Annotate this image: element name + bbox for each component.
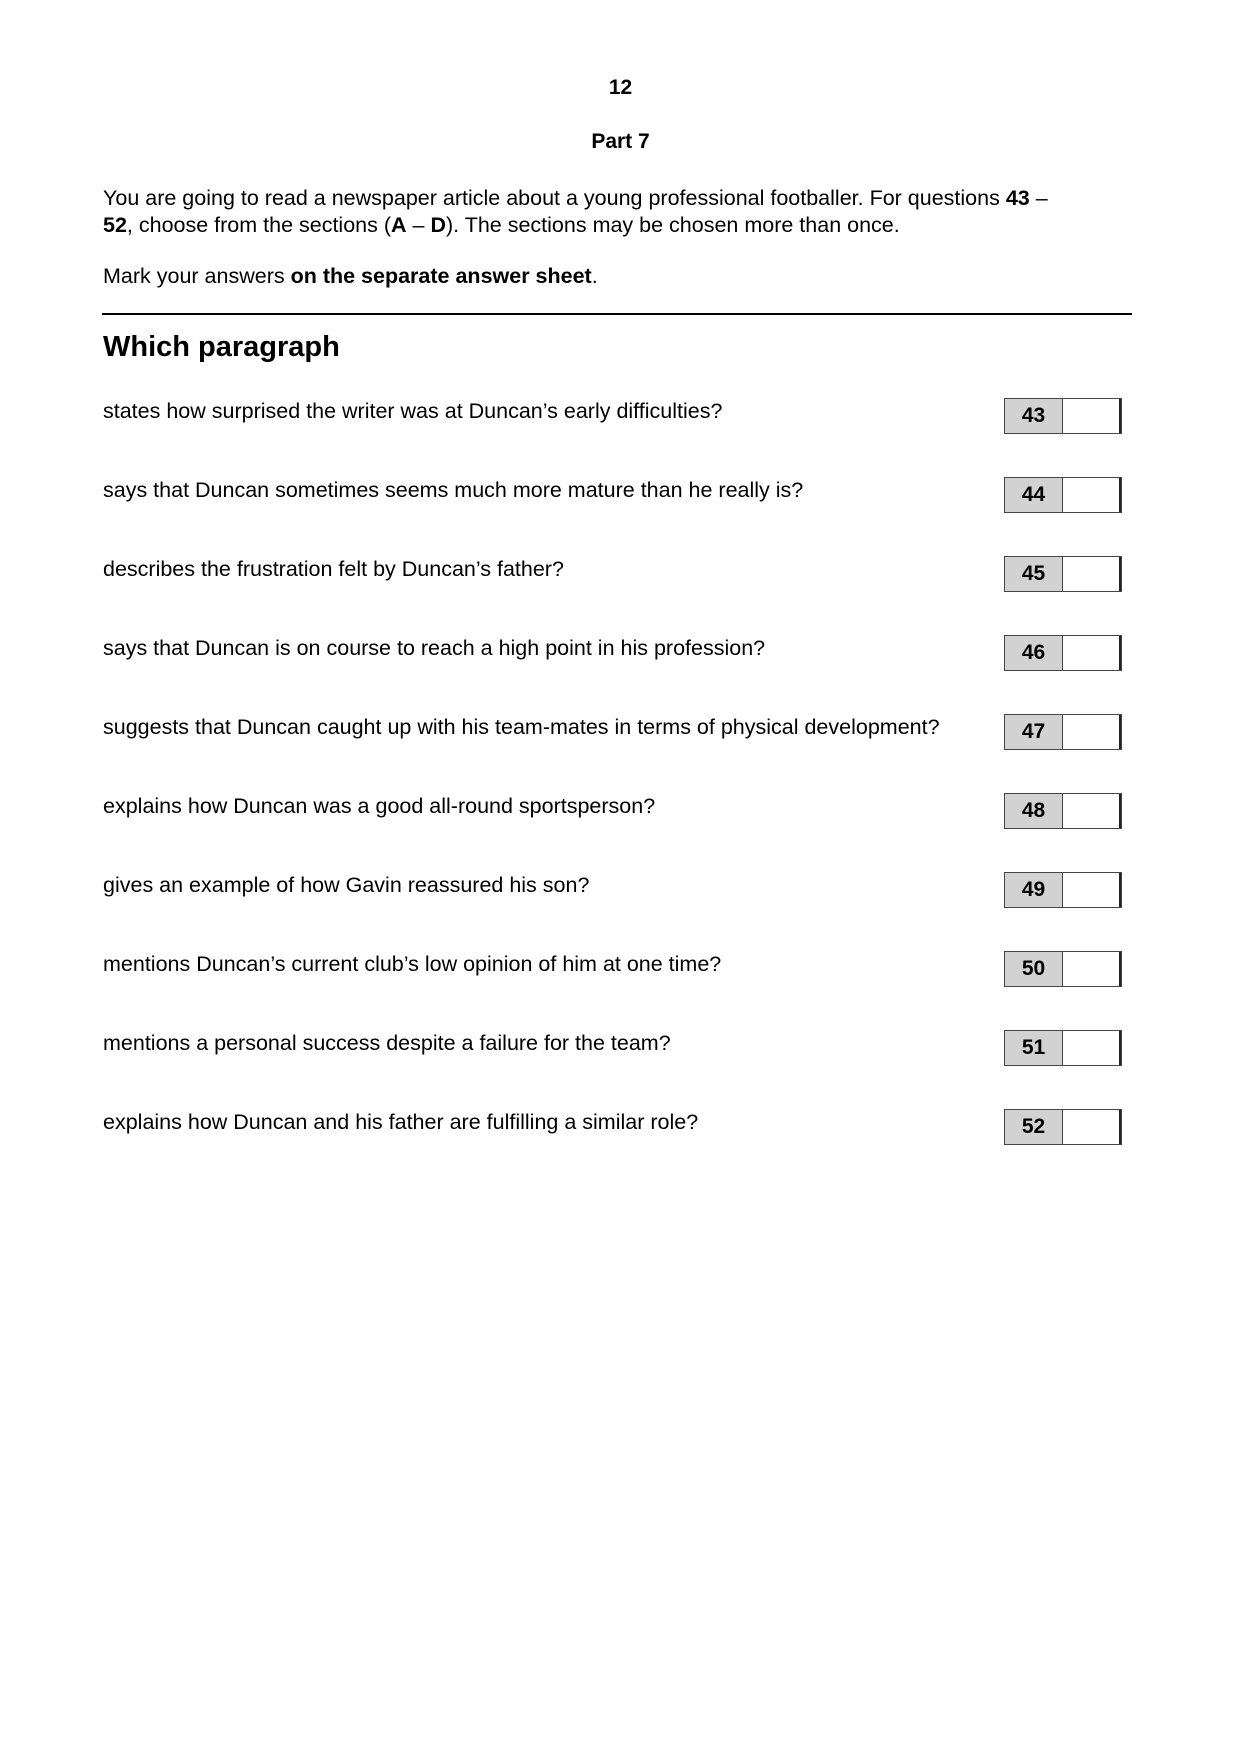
question-range-start: 43 <box>1005 186 1030 210</box>
question-number: 52 <box>1005 1110 1063 1144</box>
divider <box>102 313 1132 315</box>
question-text: says that Duncan sometimes seems much more mature than he really is? <box>103 478 804 502</box>
section-a: A <box>391 213 407 237</box>
question-text: suggests that Duncan caught up with his team-mates in terms of physical development? <box>103 715 940 739</box>
question-text: says that Duncan is on course to reach a high point in his profession? <box>103 636 766 660</box>
answer-box <box>1004 714 1122 750</box>
page-number: 12 <box>608 76 633 99</box>
range-dash: – <box>1029 186 1048 210</box>
answer-box <box>1004 398 1122 434</box>
section-d: D <box>430 213 446 237</box>
question-number: 46 <box>1005 636 1063 670</box>
question-number: 50 <box>1005 952 1063 986</box>
question-text: describes the frustration felt by Duncan’s father? <box>103 557 564 581</box>
answer-field[interactable] <box>1063 399 1121 433</box>
instructions-text: , choose from the sections ( <box>126 213 392 237</box>
answer-box <box>1004 477 1122 513</box>
answer-field[interactable] <box>1063 478 1121 512</box>
answer-field[interactable] <box>1063 715 1121 749</box>
question-range-end: 52 <box>103 213 127 237</box>
question-text: gives an example of how Gavin reassured his son? <box>103 873 590 897</box>
mark-text-bold: on the separate answer sheet <box>290 264 592 288</box>
part-title: Part 7 <box>591 130 650 153</box>
question-number: 45 <box>1005 557 1063 591</box>
answer-box <box>1004 1109 1122 1145</box>
instructions <box>103 185 1133 239</box>
question-number: 44 <box>1005 478 1063 512</box>
answer-field[interactable] <box>1063 557 1121 591</box>
answer-box <box>1004 793 1122 829</box>
instructions-text: ). The sections may be chosen more than once. <box>445 213 900 237</box>
answer-field[interactable] <box>1063 1110 1121 1144</box>
answer-field[interactable] <box>1063 1031 1121 1065</box>
answer-field[interactable] <box>1063 636 1121 670</box>
question-text: states how surprised the writer was at Duncan’s early difficulties? <box>103 399 723 423</box>
question-text: explains how Duncan and his father are fulfilling a similar role? <box>103 1110 699 1134</box>
answer-box <box>1004 951 1122 987</box>
answer-field[interactable] <box>1063 794 1121 828</box>
mark-answers-instruction <box>103 264 598 289</box>
answer-field[interactable] <box>1063 952 1121 986</box>
question-number: 43 <box>1005 399 1063 433</box>
question-text: explains how Duncan was a good all-round sportsperson? <box>103 794 656 818</box>
question-number: 51 <box>1005 1031 1063 1065</box>
question-text: mentions a personal success despite a failure for the team? <box>103 1031 671 1055</box>
instructions-text: You are going to read a newspaper article about a young professional footballer. For questions <box>103 186 1006 210</box>
question-number: 48 <box>1005 794 1063 828</box>
question-number: 47 <box>1005 715 1063 749</box>
mark-text-end: . <box>591 264 598 288</box>
answer-box <box>1004 635 1122 671</box>
answer-box <box>1004 872 1122 908</box>
answer-box <box>1004 556 1122 592</box>
answer-box <box>1004 1030 1122 1066</box>
section-heading: Which paragraph <box>103 331 340 363</box>
question-number: 49 <box>1005 873 1063 907</box>
section-dash: – <box>406 213 431 237</box>
question-text: mentions Duncan’s current club’s low opinion of him at one time? <box>103 952 722 976</box>
answer-field[interactable] <box>1063 873 1121 907</box>
mark-text: Mark your answers <box>103 264 291 288</box>
